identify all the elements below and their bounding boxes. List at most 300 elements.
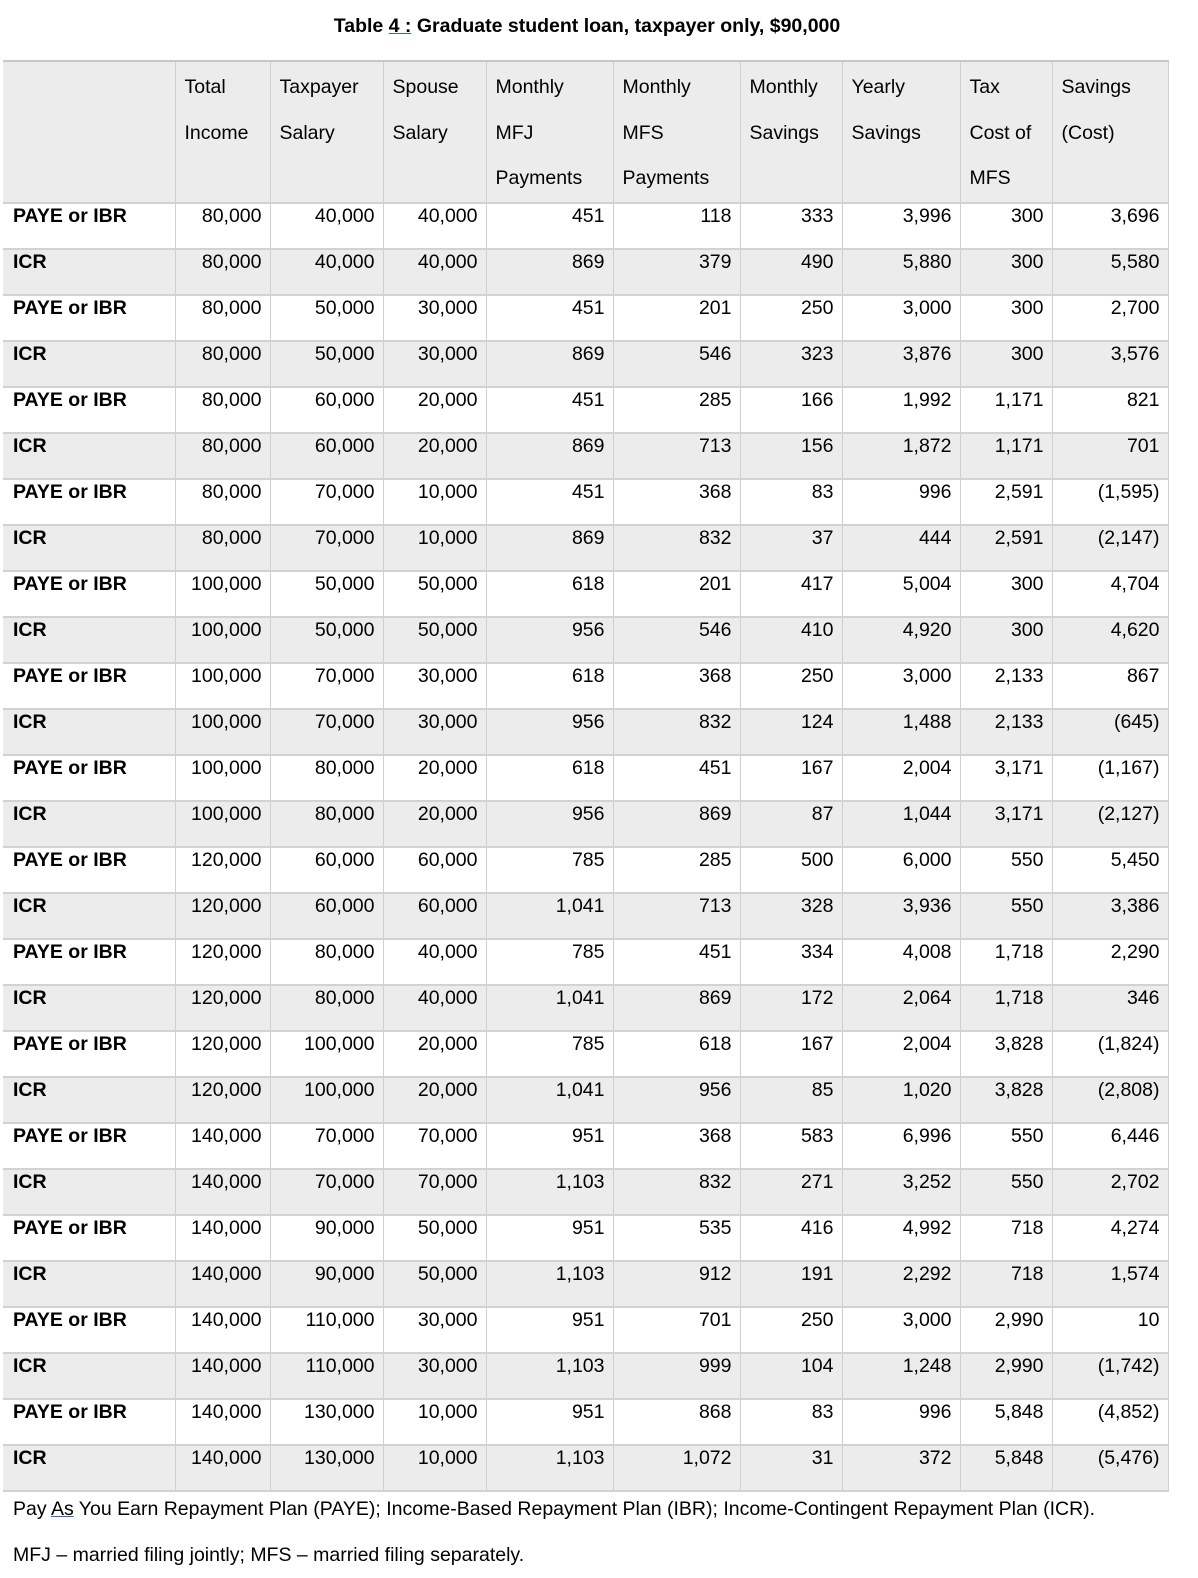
- cell-total-income: 140,000: [175, 1399, 270, 1445]
- row-plan-label: ICR: [3, 1169, 175, 1215]
- column-header-spouse-salary: [383, 61, 486, 203]
- row-plan-label: ICR: [3, 433, 175, 479]
- cell-taxpayer-salary: 50,000: [270, 295, 383, 341]
- column-header-line: Salary: [392, 121, 448, 144]
- row-plan-label: PAYE or IBR: [3, 1307, 175, 1353]
- cell-tax-cost-of-mfs: 1,718: [960, 939, 1052, 985]
- cell-yearly-savings: 2,004: [842, 755, 960, 801]
- cell-savings-cost: (1,824): [1052, 1031, 1168, 1077]
- row-plan-label: ICR: [3, 1077, 175, 1123]
- cell-yearly-savings: 4,920: [842, 617, 960, 663]
- cell-savings-cost: 3,696: [1052, 203, 1168, 249]
- table-row: [3, 893, 1168, 939]
- cell-monthly-savings: 31: [740, 1445, 842, 1491]
- loan-comparison-table: [3, 60, 1169, 1492]
- row-plan-label: ICR: [3, 617, 175, 663]
- cell-yearly-savings: 3,252: [842, 1169, 960, 1215]
- cell-monthly-mfj-payments: 956: [486, 617, 613, 663]
- cell-spouse-salary: 20,000: [383, 801, 486, 847]
- cell-tax-cost-of-mfs: 300: [960, 295, 1052, 341]
- column-header-monthly-savings: [740, 61, 842, 203]
- cell-tax-cost-of-mfs: 718: [960, 1215, 1052, 1261]
- row-plan-label: ICR: [3, 801, 175, 847]
- cell-savings-cost: 2,700: [1052, 295, 1168, 341]
- cell-spouse-salary: 10,000: [383, 525, 486, 571]
- cell-tax-cost-of-mfs: 2,591: [960, 479, 1052, 525]
- row-plan-label: ICR: [3, 525, 175, 571]
- cell-yearly-savings: 996: [842, 1399, 960, 1445]
- cell-savings-cost: 701: [1052, 433, 1168, 479]
- column-header-line: Payments: [622, 167, 710, 189]
- table-title: [0, 12, 1174, 40]
- cell-monthly-mfs-payments: 368: [613, 1123, 740, 1169]
- cell-monthly-savings: 156: [740, 433, 842, 479]
- cell-savings-cost: 4,620: [1052, 617, 1168, 663]
- column-header-line: Yearly: [851, 76, 905, 98]
- cell-monthly-savings: 83: [740, 479, 842, 525]
- cell-yearly-savings: 1,020: [842, 1077, 960, 1123]
- cell-tax-cost-of-mfs: 718: [960, 1261, 1052, 1307]
- column-header-line: Cost of: [969, 121, 1032, 144]
- cell-monthly-savings: 334: [740, 939, 842, 985]
- cell-monthly-mfj-payments: 1,103: [486, 1445, 613, 1491]
- cell-monthly-mfj-payments: 1,041: [486, 1077, 613, 1123]
- cell-monthly-savings: 271: [740, 1169, 842, 1215]
- cell-spouse-salary: 40,000: [383, 249, 486, 295]
- cell-taxpayer-salary: 80,000: [270, 801, 383, 847]
- cell-monthly-savings: 167: [740, 755, 842, 801]
- cell-taxpayer-salary: 60,000: [270, 847, 383, 893]
- cell-monthly-mfs-payments: 118: [613, 203, 740, 249]
- cell-taxpayer-salary: 40,000: [270, 203, 383, 249]
- cell-yearly-savings: 2,292: [842, 1261, 960, 1307]
- table-row: [3, 1215, 1168, 1261]
- note-filing-abbreviations: MFJ – married filing jointly; MFS – married filing separately.: [13, 1544, 525, 1566]
- cell-monthly-mfj-payments: 951: [486, 1307, 613, 1353]
- cell-spouse-salary: 40,000: [383, 203, 486, 249]
- cell-tax-cost-of-mfs: 2,133: [960, 709, 1052, 755]
- cell-spouse-salary: 40,000: [383, 985, 486, 1031]
- cell-monthly-mfj-payments: 1,103: [486, 1353, 613, 1399]
- cell-savings-cost: 6,446: [1052, 1123, 1168, 1169]
- cell-monthly-savings: 417: [740, 571, 842, 617]
- cell-spouse-salary: 30,000: [383, 341, 486, 387]
- table-row: [3, 847, 1168, 893]
- cell-yearly-savings: 3,000: [842, 295, 960, 341]
- cell-tax-cost-of-mfs: 550: [960, 1123, 1052, 1169]
- cell-spouse-salary: 40,000: [383, 939, 486, 985]
- cell-taxpayer-salary: 130,000: [270, 1445, 383, 1491]
- cell-tax-cost-of-mfs: 300: [960, 571, 1052, 617]
- cell-monthly-mfs-payments: 546: [613, 617, 740, 663]
- cell-monthly-savings: 104: [740, 1353, 842, 1399]
- row-plan-label: PAYE or IBR: [3, 755, 175, 801]
- cell-yearly-savings: 4,992: [842, 1215, 960, 1261]
- cell-tax-cost-of-mfs: 300: [960, 203, 1052, 249]
- cell-taxpayer-salary: 50,000: [270, 571, 383, 617]
- cell-monthly-savings: 410: [740, 617, 842, 663]
- cell-tax-cost-of-mfs: 2,591: [960, 525, 1052, 571]
- cell-spouse-salary: 10,000: [383, 479, 486, 525]
- column-header-line: Total: [184, 76, 226, 98]
- cell-monthly-mfs-payments: 912: [613, 1261, 740, 1307]
- cell-monthly-mfs-payments: 285: [613, 387, 740, 433]
- column-header-monthly-mfj-payments: [486, 61, 613, 203]
- cell-savings-cost: 4,704: [1052, 571, 1168, 617]
- cell-total-income: 100,000: [175, 801, 270, 847]
- cell-monthly-mfs-payments: 451: [613, 939, 740, 985]
- row-plan-label: ICR: [3, 341, 175, 387]
- cell-monthly-savings: 166: [740, 387, 842, 433]
- column-header-line: Income: [184, 121, 249, 144]
- table-row: [3, 1031, 1168, 1077]
- cell-monthly-mfs-payments: 832: [613, 1169, 740, 1215]
- table-title-text: Graduate student loan, taxpayer only, $90,000: [411, 15, 841, 37]
- cell-total-income: 140,000: [175, 1261, 270, 1307]
- cell-monthly-mfs-payments: 1,072: [613, 1445, 740, 1491]
- cell-spouse-salary: 70,000: [383, 1123, 486, 1169]
- table-row: [3, 571, 1168, 617]
- cell-tax-cost-of-mfs: 550: [960, 893, 1052, 939]
- cell-taxpayer-salary: 90,000: [270, 1215, 383, 1261]
- cell-monthly-savings: 87: [740, 801, 842, 847]
- column-header-line: Taxpayer: [279, 76, 359, 98]
- row-plan-label: PAYE or IBR: [3, 1399, 175, 1445]
- cell-spouse-salary: 10,000: [383, 1399, 486, 1445]
- row-plan-label: PAYE or IBR: [3, 847, 175, 893]
- cell-monthly-mfj-payments: 956: [486, 709, 613, 755]
- cell-monthly-mfj-payments: 785: [486, 1031, 613, 1077]
- table-row: [3, 341, 1168, 387]
- cell-monthly-savings: 328: [740, 893, 842, 939]
- table-row: [3, 709, 1168, 755]
- row-plan-label: ICR: [3, 893, 175, 939]
- cell-spouse-salary: 20,000: [383, 1077, 486, 1123]
- table-row: [3, 663, 1168, 709]
- row-plan-label: PAYE or IBR: [3, 295, 175, 341]
- cell-yearly-savings: 996: [842, 479, 960, 525]
- cell-monthly-mfj-payments: 451: [486, 479, 613, 525]
- cell-total-income: 120,000: [175, 847, 270, 893]
- cell-monthly-savings: 124: [740, 709, 842, 755]
- row-plan-label: PAYE or IBR: [3, 663, 175, 709]
- cell-taxpayer-salary: 100,000: [270, 1031, 383, 1077]
- table-row: [3, 479, 1168, 525]
- cell-monthly-mfs-payments: 701: [613, 1307, 740, 1353]
- cell-yearly-savings: 444: [842, 525, 960, 571]
- column-header-line: Payments: [495, 167, 583, 189]
- cell-yearly-savings: 1,044: [842, 801, 960, 847]
- cell-monthly-savings: 583: [740, 1123, 842, 1169]
- column-header-taxpayer-salary: [270, 61, 383, 203]
- note-plan-abbreviations: [13, 1486, 1095, 1532]
- table-row: [3, 1077, 1168, 1123]
- cell-total-income: 100,000: [175, 709, 270, 755]
- cell-yearly-savings: 1,992: [842, 387, 960, 433]
- cell-monthly-mfs-payments: 201: [613, 571, 740, 617]
- cell-taxpayer-salary: 80,000: [270, 755, 383, 801]
- column-header-line: Spouse: [392, 76, 459, 98]
- cell-yearly-savings: 5,880: [842, 249, 960, 295]
- cell-monthly-mfs-payments: 869: [613, 985, 740, 1031]
- cell-monthly-mfj-payments: 869: [486, 525, 613, 571]
- cell-spouse-salary: 20,000: [383, 1031, 486, 1077]
- cell-tax-cost-of-mfs: 550: [960, 847, 1052, 893]
- cell-monthly-mfs-payments: 713: [613, 893, 740, 939]
- cell-yearly-savings: 3,000: [842, 663, 960, 709]
- table-row: [3, 1307, 1168, 1353]
- cell-total-income: 140,000: [175, 1169, 270, 1215]
- cell-savings-cost: (1,167): [1052, 755, 1168, 801]
- cell-spouse-salary: 60,000: [383, 893, 486, 939]
- table-number-reference[interactable]: 4 :: [388, 15, 412, 37]
- cell-monthly-mfj-payments: 1,041: [486, 985, 613, 1031]
- column-header-line: MFS: [622, 121, 664, 144]
- cell-monthly-savings: 37: [740, 525, 842, 571]
- column-header-total-income: [175, 61, 270, 203]
- cell-total-income: 80,000: [175, 203, 270, 249]
- cell-monthly-mfj-payments: 618: [486, 663, 613, 709]
- column-header-line: MFS: [969, 167, 1011, 189]
- cell-savings-cost: (2,127): [1052, 801, 1168, 847]
- cell-spouse-salary: 50,000: [383, 1215, 486, 1261]
- cell-total-income: 120,000: [175, 985, 270, 1031]
- row-plan-label: ICR: [3, 985, 175, 1031]
- cell-monthly-mfs-payments: 546: [613, 341, 740, 387]
- row-plan-label: PAYE or IBR: [3, 571, 175, 617]
- cell-total-income: 140,000: [175, 1215, 270, 1261]
- cell-tax-cost-of-mfs: 2,990: [960, 1353, 1052, 1399]
- cell-taxpayer-salary: 110,000: [270, 1353, 383, 1399]
- cell-monthly-mfs-payments: 201: [613, 295, 740, 341]
- cell-monthly-mfj-payments: 785: [486, 847, 613, 893]
- cell-monthly-mfs-payments: 535: [613, 1215, 740, 1261]
- cell-yearly-savings: 3,876: [842, 341, 960, 387]
- cell-spouse-salary: 30,000: [383, 709, 486, 755]
- cell-monthly-mfj-payments: 451: [486, 387, 613, 433]
- cell-taxpayer-salary: 80,000: [270, 985, 383, 1031]
- cell-total-income: 80,000: [175, 249, 270, 295]
- cell-total-income: 140,000: [175, 1123, 270, 1169]
- cell-taxpayer-salary: 110,000: [270, 1307, 383, 1353]
- cell-spouse-salary: 70,000: [383, 1169, 486, 1215]
- cell-total-income: 80,000: [175, 525, 270, 571]
- cell-yearly-savings: 3,996: [842, 203, 960, 249]
- cell-tax-cost-of-mfs: 300: [960, 617, 1052, 663]
- cell-total-income: 120,000: [175, 1077, 270, 1123]
- cell-taxpayer-salary: 50,000: [270, 617, 383, 663]
- cell-monthly-mfj-payments: 785: [486, 939, 613, 985]
- cell-taxpayer-salary: 70,000: [270, 709, 383, 755]
- cell-total-income: 120,000: [175, 1031, 270, 1077]
- column-header-plan: [3, 61, 175, 203]
- row-plan-label: PAYE or IBR: [3, 203, 175, 249]
- cell-monthly-mfj-payments: 956: [486, 801, 613, 847]
- cell-taxpayer-salary: 60,000: [270, 387, 383, 433]
- cell-taxpayer-salary: 90,000: [270, 1261, 383, 1307]
- cell-savings-cost: (2,808): [1052, 1077, 1168, 1123]
- cell-savings-cost: 5,450: [1052, 847, 1168, 893]
- cell-monthly-savings: 490: [740, 249, 842, 295]
- cell-tax-cost-of-mfs: 3,828: [960, 1077, 1052, 1123]
- table-notes: [13, 1486, 1095, 1578]
- cell-monthly-mfs-payments: 832: [613, 525, 740, 571]
- cell-taxpayer-salary: 60,000: [270, 433, 383, 479]
- cell-taxpayer-salary: 40,000: [270, 249, 383, 295]
- cell-monthly-savings: 85: [740, 1077, 842, 1123]
- cell-yearly-savings: 6,000: [842, 847, 960, 893]
- cell-yearly-savings: 2,004: [842, 1031, 960, 1077]
- row-plan-label: PAYE or IBR: [3, 1031, 175, 1077]
- cell-savings-cost: (2,147): [1052, 525, 1168, 571]
- cell-taxpayer-salary: 60,000: [270, 893, 383, 939]
- cell-monthly-savings: 333: [740, 203, 842, 249]
- row-plan-label: PAYE or IBR: [3, 479, 175, 525]
- cell-taxpayer-salary: 70,000: [270, 1123, 383, 1169]
- cell-monthly-mfs-payments: 368: [613, 479, 740, 525]
- cell-yearly-savings: 1,488: [842, 709, 960, 755]
- table-row: [3, 387, 1168, 433]
- cell-tax-cost-of-mfs: 5,848: [960, 1445, 1052, 1491]
- cell-monthly-mfj-payments: 869: [486, 433, 613, 479]
- cell-total-income: 100,000: [175, 755, 270, 801]
- cell-monthly-mfj-payments: 869: [486, 249, 613, 295]
- column-header-line: Monthly: [495, 76, 564, 98]
- note-text: Pay: [13, 1498, 51, 1520]
- cell-spouse-salary: 30,000: [383, 295, 486, 341]
- cell-spouse-salary: 30,000: [383, 1307, 486, 1353]
- cell-taxpayer-salary: 70,000: [270, 525, 383, 571]
- table-row: [3, 755, 1168, 801]
- table-row: [3, 1353, 1168, 1399]
- column-header-line: Savings: [1061, 76, 1131, 98]
- column-header-line: Savings: [749, 121, 819, 144]
- cell-yearly-savings: 3,000: [842, 1307, 960, 1353]
- cell-total-income: 80,000: [175, 387, 270, 433]
- cell-spouse-salary: 60,000: [383, 847, 486, 893]
- table-row: [3, 203, 1168, 249]
- cell-monthly-mfs-payments: 832: [613, 709, 740, 755]
- table-row: [3, 1169, 1168, 1215]
- cell-monthly-mfj-payments: 451: [486, 295, 613, 341]
- table-body: [3, 203, 1168, 1491]
- cell-monthly-mfj-payments: 1,041: [486, 893, 613, 939]
- table-row: [3, 939, 1168, 985]
- column-header-tax-cost-of-mfs: [960, 61, 1052, 203]
- cell-monthly-savings: 500: [740, 847, 842, 893]
- cell-monthly-mfs-payments: 869: [613, 801, 740, 847]
- cell-total-income: 140,000: [175, 1445, 270, 1491]
- cell-spouse-salary: 20,000: [383, 387, 486, 433]
- cell-monthly-mfj-payments: 1,103: [486, 1261, 613, 1307]
- row-plan-label: ICR: [3, 709, 175, 755]
- row-plan-label: PAYE or IBR: [3, 387, 175, 433]
- cell-taxpayer-salary: 70,000: [270, 1169, 383, 1215]
- cell-savings-cost: 867: [1052, 663, 1168, 709]
- cell-yearly-savings: 5,004: [842, 571, 960, 617]
- cell-tax-cost-of-mfs: 2,990: [960, 1307, 1052, 1353]
- cell-spouse-salary: 30,000: [383, 1353, 486, 1399]
- cell-monthly-mfs-payments: 868: [613, 1399, 740, 1445]
- table-row: [3, 1261, 1168, 1307]
- column-header-line: Salary: [279, 121, 335, 144]
- cell-savings-cost: 5,580: [1052, 249, 1168, 295]
- note-text: You Earn Repayment Plan (PAYE); Income-Based Repayment Plan (IBR); Income-Contingent Repayment Plan (ICR).: [73, 1498, 1096, 1520]
- cell-savings-cost: 821: [1052, 387, 1168, 433]
- cell-total-income: 80,000: [175, 295, 270, 341]
- row-plan-label: ICR: [3, 1445, 175, 1491]
- cell-spouse-salary: 20,000: [383, 433, 486, 479]
- table-row: [3, 525, 1168, 571]
- cell-savings-cost: (1,742): [1052, 1353, 1168, 1399]
- cell-spouse-salary: 50,000: [383, 1261, 486, 1307]
- cell-savings-cost: 2,290: [1052, 939, 1168, 985]
- cell-taxpayer-salary: 130,000: [270, 1399, 383, 1445]
- table-row: [3, 249, 1168, 295]
- cell-yearly-savings: 372: [842, 1445, 960, 1491]
- cell-tax-cost-of-mfs: 2,133: [960, 663, 1052, 709]
- table-row: [3, 295, 1168, 341]
- cell-savings-cost: 1,574: [1052, 1261, 1168, 1307]
- cell-monthly-mfs-payments: 618: [613, 1031, 740, 1077]
- cell-tax-cost-of-mfs: 3,828: [960, 1031, 1052, 1077]
- cell-total-income: 140,000: [175, 1353, 270, 1399]
- cell-savings-cost: 3,386: [1052, 893, 1168, 939]
- cell-total-income: 100,000: [175, 663, 270, 709]
- cell-yearly-savings: 2,064: [842, 985, 960, 1031]
- cell-savings-cost: 2,702: [1052, 1169, 1168, 1215]
- cell-monthly-mfj-payments: 1,103: [486, 1169, 613, 1215]
- cell-savings-cost: (5,476): [1052, 1445, 1168, 1491]
- table-row: [3, 1399, 1168, 1445]
- column-header-savings-cost: [1052, 61, 1168, 203]
- cell-spouse-salary: 10,000: [383, 1445, 486, 1491]
- cell-total-income: 140,000: [175, 1307, 270, 1353]
- cell-total-income: 100,000: [175, 617, 270, 663]
- cell-spouse-salary: 50,000: [383, 617, 486, 663]
- cell-tax-cost-of-mfs: 1,171: [960, 433, 1052, 479]
- row-plan-label: PAYE or IBR: [3, 1215, 175, 1261]
- cell-savings-cost: 4,274: [1052, 1215, 1168, 1261]
- column-header-yearly-savings: [842, 61, 960, 203]
- cell-savings-cost: (4,852): [1052, 1399, 1168, 1445]
- table-row: [3, 617, 1168, 663]
- cell-total-income: 100,000: [175, 571, 270, 617]
- cell-spouse-salary: 50,000: [383, 571, 486, 617]
- row-plan-label: ICR: [3, 1353, 175, 1399]
- row-plan-label: ICR: [3, 1261, 175, 1307]
- cell-monthly-savings: 250: [740, 663, 842, 709]
- cell-monthly-mfs-payments: 379: [613, 249, 740, 295]
- column-header-line: (Cost): [1061, 121, 1115, 144]
- row-plan-label: ICR: [3, 249, 175, 295]
- cell-monthly-mfj-payments: 951: [486, 1399, 613, 1445]
- header-row: [3, 61, 1168, 203]
- column-header-line: Savings: [851, 121, 921, 144]
- column-header-line: Monthly: [622, 76, 691, 98]
- cell-total-income: 120,000: [175, 893, 270, 939]
- cell-monthly-savings: 250: [740, 295, 842, 341]
- cell-savings-cost: 3,576: [1052, 341, 1168, 387]
- cell-tax-cost-of-mfs: 300: [960, 341, 1052, 387]
- row-plan-label: PAYE or IBR: [3, 939, 175, 985]
- table-row: [3, 433, 1168, 479]
- cell-yearly-savings: 1,872: [842, 433, 960, 479]
- cell-total-income: 80,000: [175, 433, 270, 479]
- cell-spouse-salary: 30,000: [383, 663, 486, 709]
- cell-savings-cost: 10: [1052, 1307, 1168, 1353]
- cell-monthly-mfj-payments: 951: [486, 1123, 613, 1169]
